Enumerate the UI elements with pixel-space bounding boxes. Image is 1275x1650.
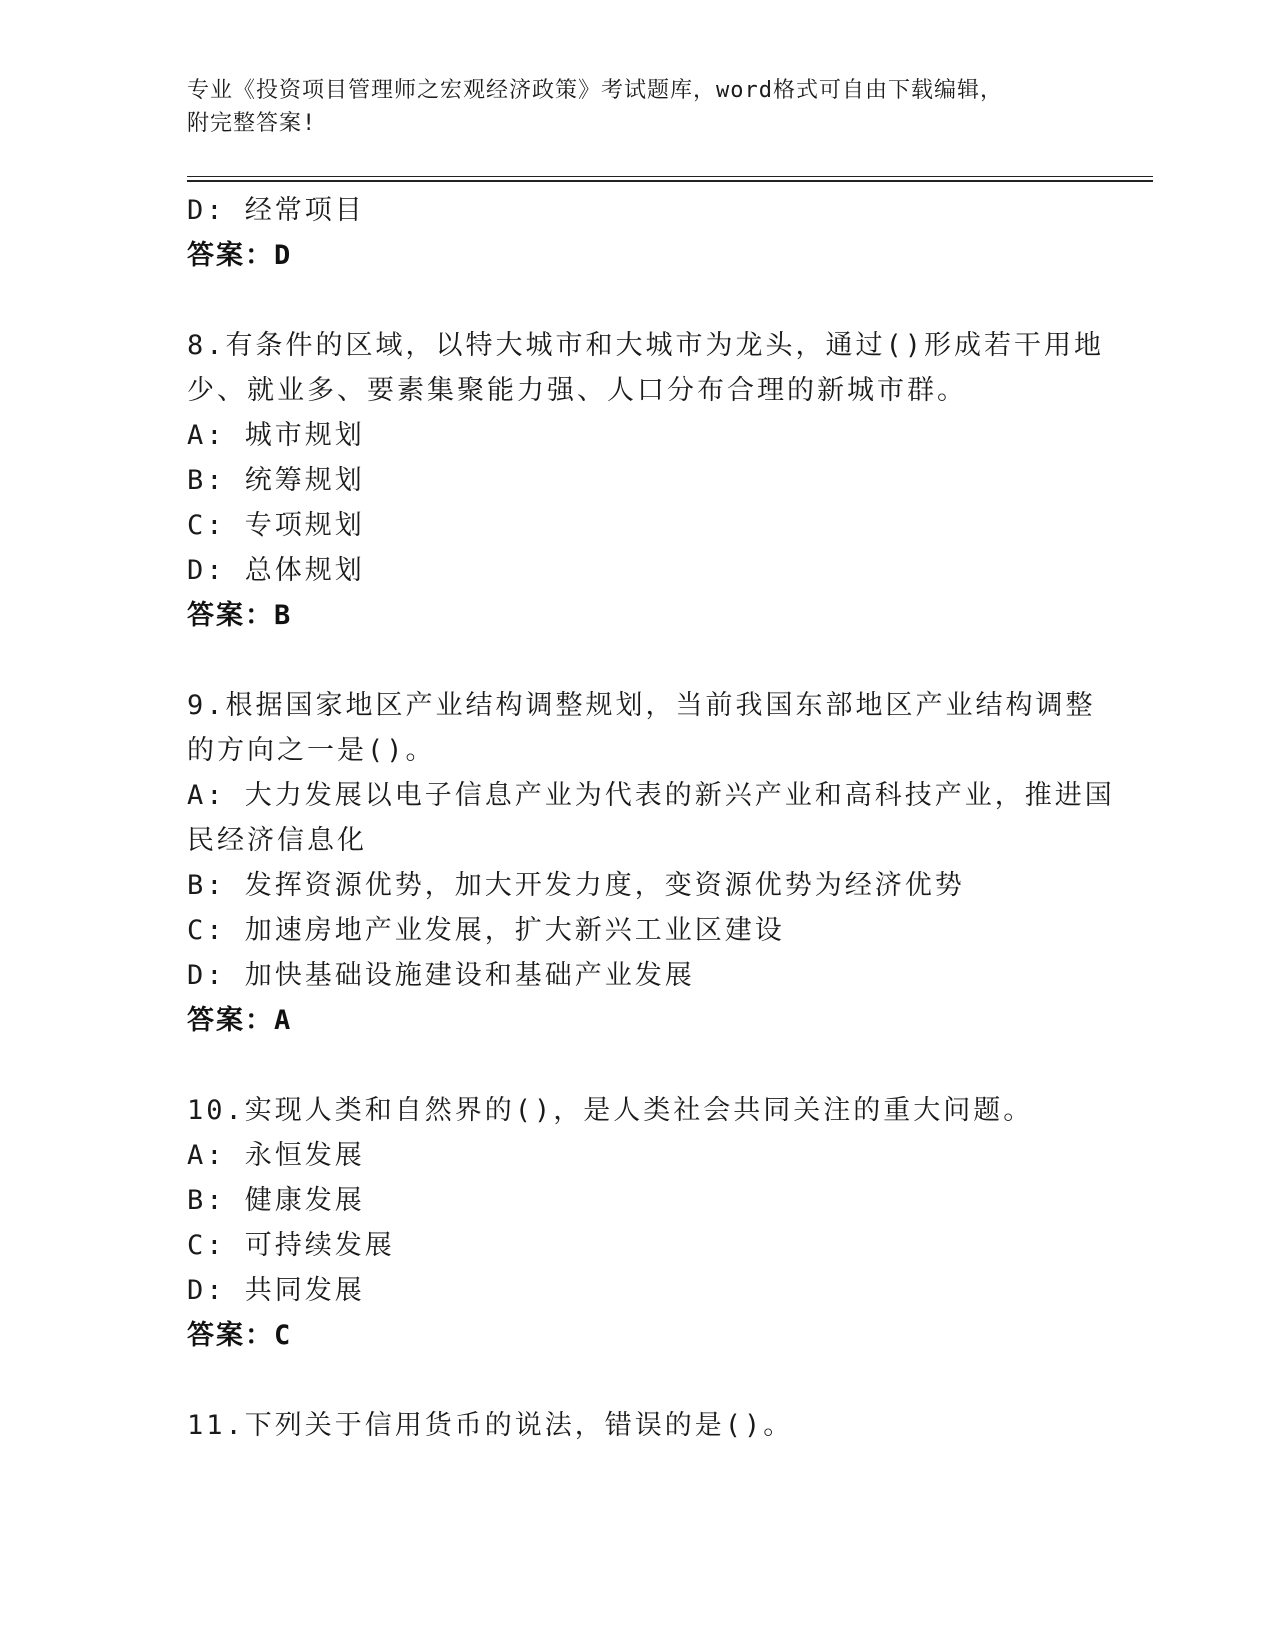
option-b: B: 统筹规划	[187, 465, 365, 496]
option-a: A: 永恒发展	[187, 1140, 365, 1171]
answer: 答案：B	[187, 600, 293, 631]
option-c: C: 专项规划	[187, 510, 365, 541]
option-a: A: 城市规划	[187, 420, 365, 451]
answer: 答案：C	[187, 1320, 293, 1351]
option-d: D: 加快基础设施建设和基础产业发展	[187, 960, 695, 991]
question-text: 10.实现人类和自然界的()，是人类社会共同关注的重大问题。	[187, 1095, 1034, 1126]
option-a-continued: 民经济信息化	[187, 825, 367, 856]
question-text: 8.有条件的区域，以特大城市和大城市为龙头，通过()形成若干用地	[187, 330, 1105, 361]
option-b: B: 发挥资源优势，加大开发力度，变资源优势为经济优势	[187, 870, 965, 901]
question-8	[187, 323, 1105, 638]
option-d: D: 经常项目	[187, 195, 365, 226]
header-line-2: 附完整答案!	[187, 111, 317, 136]
spacer	[187, 638, 1087, 683]
answer: 答案：D	[187, 240, 293, 271]
question-7	[187, 188, 1087, 278]
answer: 答案：A	[187, 1005, 293, 1036]
question-9	[187, 683, 1115, 1043]
option-d: D: 总体规划	[187, 555, 365, 586]
question-text: 11.下列关于信用货币的说法，错误的是()。	[187, 1410, 794, 1441]
question-11	[187, 1403, 1087, 1448]
spacer	[187, 1358, 1087, 1403]
option-d: D: 共同发展	[187, 1275, 365, 1306]
document-header	[187, 74, 1087, 140]
question-text-continued: 少、就业多、要素集聚能力强、人口分布合理的新城市群。	[187, 375, 967, 406]
header-divider	[187, 176, 1153, 182]
header-line-1: 专业《投资项目管理师之宏观经济政策》考试题库，word格式可自由下载编辑，	[187, 78, 1003, 103]
question-10	[187, 1088, 1087, 1358]
spacer	[187, 278, 1087, 323]
option-c: C: 加速房地产业发展，扩大新兴工业区建设	[187, 915, 785, 946]
option-c: C: 可持续发展	[187, 1230, 395, 1261]
question-text-continued: 的方向之一是()。	[187, 735, 436, 766]
question-text: 9.根据国家地区产业结构调整规划，当前我国东部地区产业结构调整	[187, 690, 1096, 721]
option-a: A: 大力发展以电子信息产业为代表的新兴产业和高科技产业，推进国	[187, 780, 1115, 811]
question-list	[187, 188, 1115, 1448]
option-b: B: 健康发展	[187, 1185, 365, 1216]
spacer	[187, 1043, 1087, 1088]
